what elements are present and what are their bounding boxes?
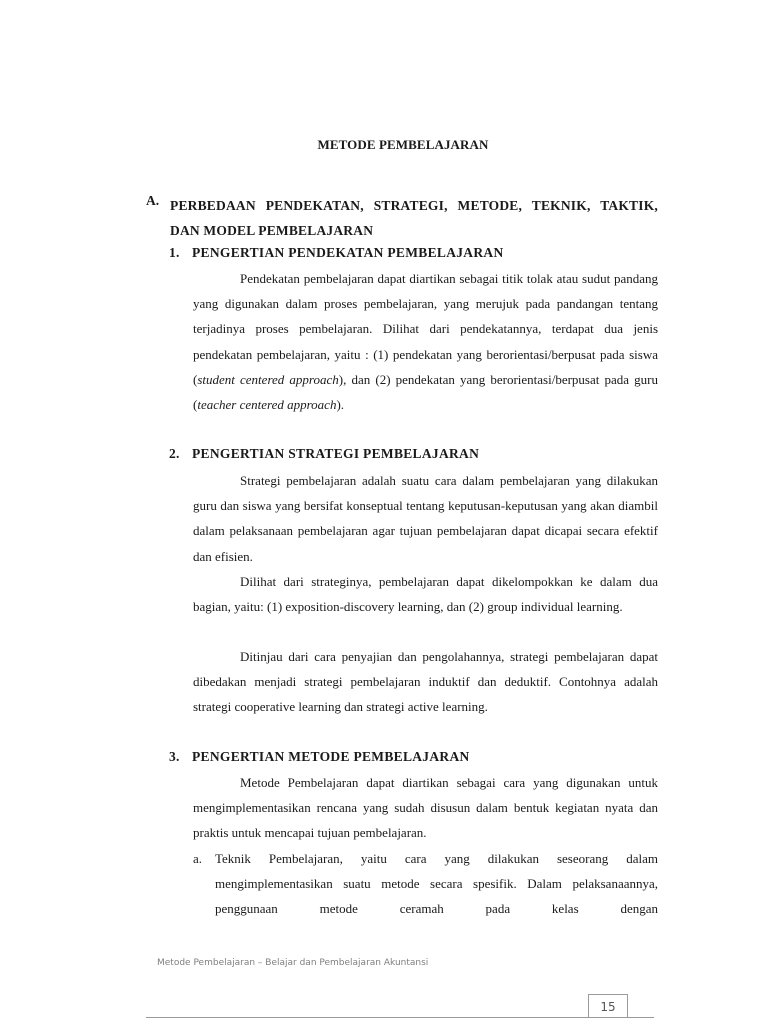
subsection-1-title: PENGERTIAN PENDEKATAN PEMBELAJARAN	[192, 245, 504, 260]
subsection-3-title: PENGERTIAN METODE PEMBELAJARAN	[192, 749, 470, 764]
list-marker: a.	[193, 851, 203, 866]
section-a-title: PERBEDAAN PENDEKATAN, STRATEGI, METODE, TEKNIK, TAKTIK, DAN MODEL PEMBELAJARAN	[170, 198, 658, 238]
subsection-3-heading	[169, 749, 658, 765]
page-number: 15	[588, 994, 628, 1018]
list-item-a	[193, 846, 658, 922]
italic-term: teacher centered approach	[197, 397, 337, 413]
italic-term: student centered approach	[197, 371, 339, 387]
subsection-3-number: 3.	[169, 749, 180, 764]
subsection-2-paragraph-1: Strategi pembelajaran adalah suatu cara dalam pembelajaran yang dilakukan guru dan siswa yang bersifat konseptual tentang keputusan-keputusan yang akan diambil dalam pelaksanaan pembelajaran agar tujuan pembelajaran dapat dicapai secara efektif dan efisien.	[193, 473, 658, 564]
paragraph-text: ), dan (2) pendekatan yang berorientasi/berpusat pada guru (	[193, 371, 658, 413]
section-a-letter: A.	[146, 193, 160, 208]
section-a-heading	[146, 193, 658, 243]
subsection-2-paragraph-2: Dilihat dari strateginya, pembelajaran dapat dikelompokkan ke dalam dua bagian, yaitu: (1) exposition-discovery learning, dan (2) group individual learning.	[193, 574, 658, 615]
document-title: METODE PEMBELAJARAN	[317, 137, 489, 152]
paragraph-text: ).	[336, 397, 345, 413]
list-item-text: Teknik Pembelajaran, yaitu cara yang dilakukan seseorang dalam mengimplementasikan suatu metode secara spesifik. Dalam pelaksanaannya, penggunaan metode ceramah pada kelas dengan	[215, 851, 658, 917]
running-footer: Metode Pembelajaran – Belajar dan Pembelajaran Akuntansi	[157, 958, 429, 968]
subsection-1-heading	[169, 245, 658, 261]
subsection-2-heading	[169, 446, 658, 462]
paragraph-text: Pendekatan pembelajaran dapat diartikan sebagai titik tolak atau sudut pandang yang digunakan dalam proses pembelajaran, yang merujuk pada pandangan tentang terjadinya proses pembelajaran. Dilihat dari pendekatannya, terdapat dua jenis pendekatan pembelajaran, yaitu : (1) pendekatan yang berorientasi/berpusat pada siswa (	[193, 271, 658, 387]
subsection-1-number: 1.	[169, 245, 180, 260]
footer-rule-tail	[628, 1017, 654, 1018]
footer-rule	[146, 1017, 588, 1018]
subsection-2-number: 2.	[169, 446, 180, 461]
subsection-1-paragraph	[193, 266, 658, 417]
subsection-3-paragraph: Metode Pembelajaran dapat diartikan sebagai cara yang digunakan untuk mengimplementasikan rencana yang sudah disusun dalam bentuk kegiatan nyata dan praktis untuk mencapai tujuan pembelajaran.	[193, 775, 658, 841]
subsection-2-paragraph-3: Ditinjau dari cara penyajian dan pengolahannya, strategi pembelajaran dapat dibedakan menjadi strategi pembelajaran induktif dan deduktif. Contohnya adalah strategi cooperative learning dan strategi active learning.	[193, 649, 658, 715]
subsection-2-title: PENGERTIAN STRATEGI PEMBELAJARAN	[192, 446, 480, 461]
